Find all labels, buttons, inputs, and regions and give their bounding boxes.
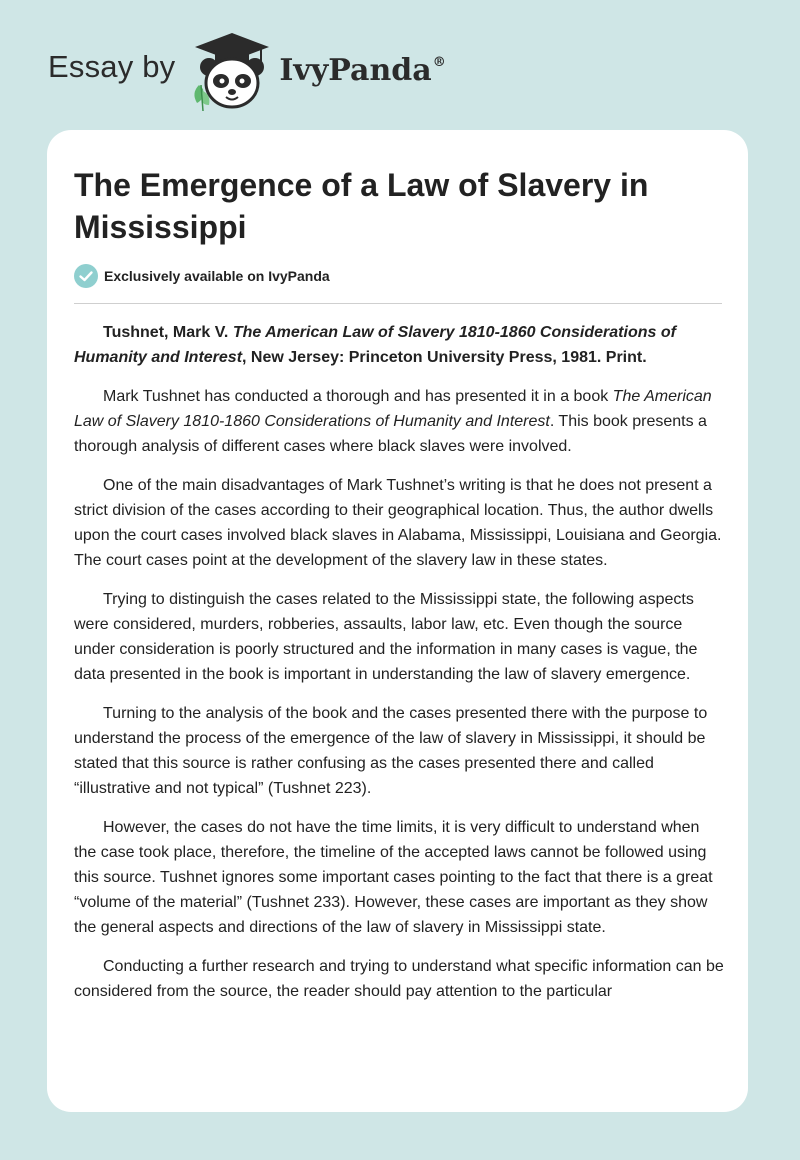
- brand-text: IvyPanda: [279, 52, 432, 88]
- divider: [74, 303, 722, 304]
- essay-by-label: Essay by: [48, 49, 176, 84]
- paragraph-5: However, the cases do not have the time limits, it is very difficult to understand when the case took place, therefore, the timeline of the accepted laws cannot be followed using this source. Tushnet ignores some important cases pointing to the fact that there is a great “volume of the material” (Tushnet 233). However, these cases are important as they show the general aspects and directions of the law of slavery in Mississippi state.: [74, 819, 713, 936]
- check-badge-icon: [74, 264, 98, 288]
- page-title: The Emergence of a Law of Slavery in Mississippi: [74, 167, 649, 245]
- paragraph-1-book-title: The American Law of Slavery 1810-1860 Considerations of Humanity and Interest: [74, 388, 712, 430]
- paragraph-4: Turning to the analysis of the book and the cases presented there with the purpose to understand the process of the emergence of the law of slavery in Mississippi, it should be stated that this source is rather confusing as the cases presented there and called “illustrative and not typical” (Tushnet 223).: [74, 705, 708, 797]
- paragraph-1: [74, 384, 724, 459]
- citation-paragraph: [74, 320, 724, 370]
- article-body: [74, 320, 724, 1018]
- brand-name[interactable]: [279, 53, 445, 88]
- registered-mark: ®: [432, 54, 446, 70]
- panda-logo-icon[interactable]: [189, 29, 275, 113]
- paragraph-2: One of the main disadvantages of Mark Tushnet’s writing is that he does not present a strict division of the cases according to their geographical location. Thus, the author dwells upon the court cases involved black slaves in Alabama, Mississippi, Louisiana and Georgia. The court cases point at the development of the slavery law in these states.: [74, 477, 722, 569]
- citation-author: Tushnet, Mark V.: [103, 324, 233, 341]
- citation-publisher: , New Jersey: Princeton University Press, 1981. Print.: [242, 349, 647, 366]
- citation-book-title: The American Law of Slavery 1810-1860 Considerations of Humanity and Interest: [74, 324, 676, 366]
- article-card: [47, 130, 748, 1112]
- site-header: [48, 26, 446, 116]
- paragraph-3: Trying to distinguish the cases related to the Mississippi state, the following aspects were considered, murders, robberies, assaults, labor law, etc. Even though the source under consideration is poorly structured and the information in many cases is vague, the data presented in the book is important in understanding the law of slavery emergence.: [74, 591, 698, 683]
- exclusive-text: Exclusively available on IvyPanda: [104, 268, 330, 284]
- paragraph-1-end: . This book presents a thorough analysis of different cases where black slaves were involved.: [74, 413, 707, 455]
- exclusive-badge: [74, 264, 330, 288]
- paragraph-1-start: Mark Tushnet has conducted a thorough and has presented it in a book: [103, 388, 613, 405]
- paragraph-6: Conducting a further research and trying to understand what specific information can be considered from the source, the reader should pay attention to the particular: [74, 958, 724, 1000]
